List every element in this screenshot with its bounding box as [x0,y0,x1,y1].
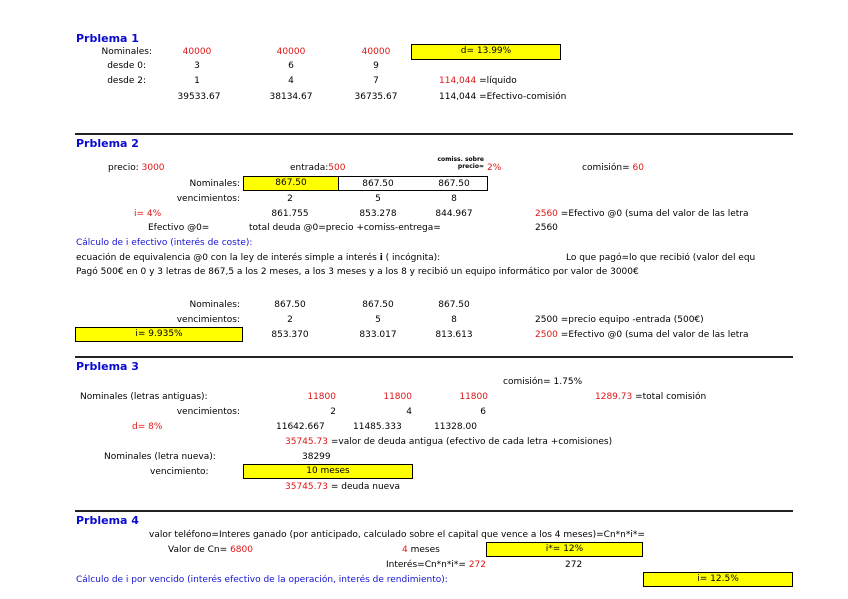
p2-efectivo-2: 853.278 [359,209,397,219]
p2-venc-label: vencimientos: [176,194,240,204]
problem-3-title: Prblema 3 [76,360,139,373]
p3-venc-3: 6 [480,407,486,417]
p1-nominal-3: 40000 [361,47,391,57]
p2-comiss-value: 2% [487,163,502,173]
p4-interes [386,560,486,571]
p1-desde2-label: desde 2: [107,76,146,86]
p2-comision-value: 60 [632,163,644,173]
p2-efectivo0-label: Efectivo @0= [148,223,210,233]
p3-venc-label: vencimientos: [176,407,240,417]
p2-nominal2-2: 867.50 [362,300,394,310]
p1-liquido [439,76,517,87]
p1-efectivo-3: 36735.67 [354,92,398,102]
p3-deuda-nueva-value: 35745.73 [285,482,328,492]
p1-liquido-text: =líquido [479,76,517,86]
p1-desde0-3: 9 [373,61,379,71]
p2-venc-2: 5 [375,194,381,204]
p1-nominal-1: 40000 [182,47,212,57]
p2-efectivo2-3: 813.613 [435,330,473,340]
p2-nominal-3: 867.50 [438,179,470,189]
p3-venc-nuevo-cell[interactable]: 10 meses [243,464,413,479]
problem-2-title: Prblema 2 [76,137,139,150]
p2-comiss-label-2: precio= [457,163,484,170]
p2-entrada-label: entrada: [290,163,329,173]
p2-lo-que-pago: Lo que pagó=lo que recibió (valor del equ [566,253,756,263]
section-divider [75,356,793,358]
p3-venc-nuevo-label: vencimiento: [150,467,209,477]
p2-efectivo2-2: 833.017 [359,330,397,340]
p2-ecuacion-i: i [379,253,383,263]
p4-calc-line: Cálculo de i por vencido (interés efectivo de la operación, interés de rendimiento): [76,575,448,585]
p1-nominal-2: 40000 [276,47,306,57]
p2-venc-3: 8 [451,194,457,204]
p2-efectivo-suma2-value: 2500 [535,330,558,340]
p2-comiss-label-1: comiss. sobre [437,156,484,163]
problem-4-title: Prblema 4 [76,514,139,527]
p4-valor-cn-value: 6800 [230,545,253,555]
p4-interes-label: Interés=Cn*n*i*= [386,560,466,570]
p2-nominales2-label: Nominales: [189,300,240,310]
p4-istar-cell[interactable]: i*= 12% [486,542,643,557]
p3-comision: comisión= 1.75% [503,377,583,387]
p1-desde0-2: 6 [288,61,294,71]
p1-desde0-1: 3 [194,61,200,71]
p2-efectivo-suma2-text: =Efectivo @0 (suma del valor de las letra [560,330,749,340]
p1-desde0-label: desde 0: [107,61,146,71]
p3-nominal-2: 11800 [383,392,412,402]
section-divider [75,510,793,512]
p3-total-comision-value: 1289.73 [595,392,633,402]
p2-ecuacion-pre: ecuación de equivalencia @0 con la ley de interés simple a interés [76,253,380,263]
p3-valor-deuda-text: =valor de deuda antigua (efectivo de cada letra +comisiones) [330,437,613,447]
p1-efectivo-2: 38134.67 [269,92,313,102]
p3-total-comision [595,392,706,403]
p4-interes-value: 272 [468,560,486,570]
p3-nominal-1: 11800 [307,392,336,402]
p2-precio-label: precio: [108,163,139,173]
p4-i-result-cell[interactable]: i= 12.5% [643,572,793,587]
p3-venc-2: 4 [406,407,412,417]
p2-calc-line: Cálculo de i efectivo (interés de coste): [76,238,253,248]
p3-total-comision-text: =total comisión [635,392,707,402]
p1-efectivo-1: 39533.67 [177,92,221,102]
p2-venc2-3: 8 [451,315,457,325]
section-divider [75,133,793,135]
p3-venc-1: 2 [330,407,336,417]
p1-d-result-cell[interactable]: d= 13.99% [411,44,561,60]
p4-valor-cn-label: Valor de Cn= [168,545,228,555]
p2-venc2-1: 2 [287,315,293,325]
p2-comision-label: comisión= [582,163,630,173]
p2-pago-text: Pagó 500€ en 0 y 3 letras de 867,5 a los 2 meses, a los 3 meses y a los 8 y recibió un equipo informático por valor de 3000€ [76,267,639,277]
p1-nominales-label: Nominales: [101,47,152,57]
p2-nominal2-3: 867.50 [438,300,470,310]
p2-nominal2-1: 867.50 [274,300,306,310]
p2-nominales-label: Nominales: [189,179,240,189]
p2-venc-1: 2 [287,194,293,204]
p2-efectivo-suma [535,209,749,220]
p2-entrada [290,163,345,174]
p2-total-deuda-value: 2560 [535,223,558,233]
p3-efectivo-2: 11485.333 [353,422,402,432]
p4-interes-value-2: 272 [565,560,583,570]
p2-precio-equipo: 2500 =precio equipo -entrada (500€) [535,315,704,325]
p2-ecuacion-post: ( incógnita): [382,253,441,263]
p2-nominal-1-cell[interactable]: 867.50 [243,176,339,191]
p3-deuda-nueva [285,482,400,493]
p3-d-rate: d= 8% [132,422,163,432]
p4-meses-value: 4 [402,545,408,555]
p2-entrada-value: 500 [328,163,346,173]
p3-nom-nueva-value: 38299 [302,452,331,462]
p4-meses-text: meses [410,545,440,555]
p1-efectivo-comision: 114,044 =Efectivo-comisión [439,92,567,102]
p2-nominal-2: 867.50 [362,179,394,189]
p3-efectivo-3: 11328.00 [434,422,477,432]
p4-meses [402,545,440,556]
p3-valor-deuda-value: 35745.73 [285,437,328,447]
p4-valor-cn [168,545,253,556]
p2-total-deuda: total deuda @0=precio +comiss-entrega= [249,223,441,233]
p1-desde2-1: 1 [194,76,200,86]
p2-i-result-cell[interactable]: i= 9.935% [75,327,243,342]
p3-nominales-label: Nominales (letras antiguas): [80,392,208,402]
p2-efectivo-1: 861.755 [271,209,309,219]
p2-precio [108,163,165,174]
p3-nom-nueva-label: Nominales (letra nueva): [104,452,216,462]
p2-efectivo-suma-value: 2560 [535,209,558,219]
p2-i-rate: i= 4% [134,209,162,219]
p3-valor-deuda [285,437,612,448]
p2-comision [582,163,644,174]
p2-efectivo-3: 844.967 [435,209,473,219]
p2-venc2-label: vencimientos: [176,315,240,325]
p2-efectivo2-1: 853.370 [271,330,309,340]
p4-valor-telefono: valor teléfono=Interes ganado (por anticipado, calculado sobre el capital que vence a los 4 meses)=Cn*n*i*= [149,530,645,540]
p2-ecuacion [76,253,440,264]
p1-desde2-2: 4 [288,76,294,86]
p2-efectivo-suma2 [535,330,749,341]
p1-liquido-value: 114,044 [439,76,477,86]
p3-nominal-3: 11800 [459,392,488,402]
problem-1-title: Prblema 1 [76,32,139,45]
p2-efectivo-suma-text: =Efectivo @0 (suma del valor de las letra [560,209,749,219]
p2-precio-value: 3000 [141,163,165,173]
p3-efectivo-1: 11642.667 [276,422,325,432]
p2-venc2-2: 5 [375,315,381,325]
p1-desde2-3: 7 [373,76,379,86]
p3-deuda-nueva-text: = deuda nueva [330,482,401,492]
